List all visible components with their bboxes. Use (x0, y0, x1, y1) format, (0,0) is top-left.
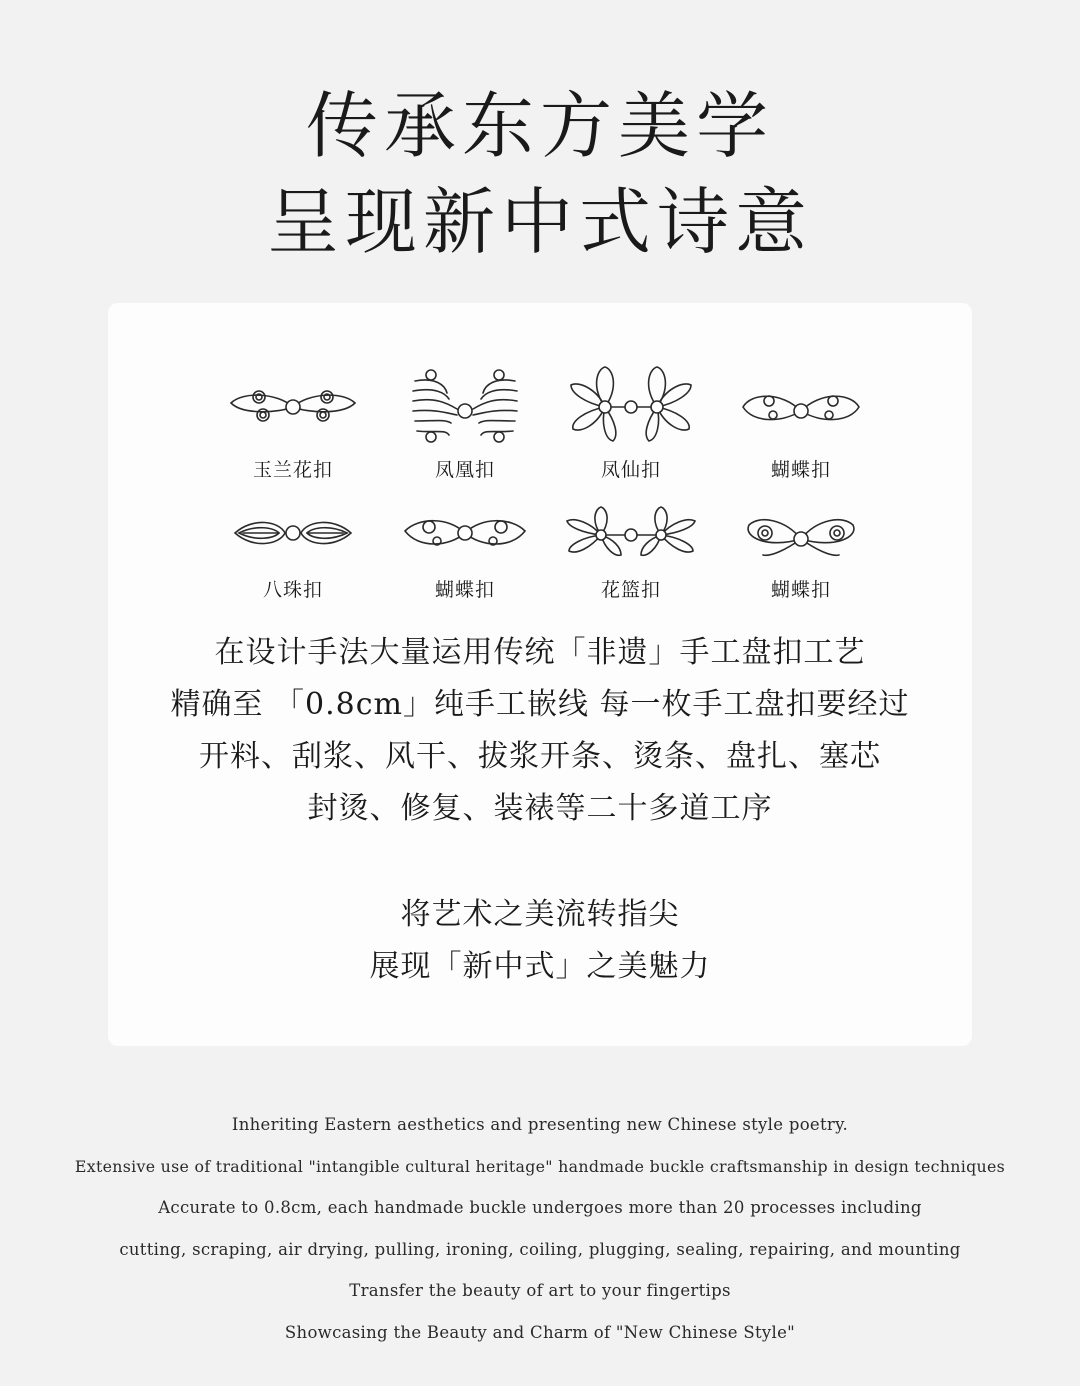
craft-description (108, 627, 972, 835)
description-line: 精确至 「0.8cm」纯手工嵌线 每一枚手工盘扣要经过 (170, 687, 910, 722)
phoenix-knot-icon (395, 363, 535, 443)
knot-name: 蝴蝶扣 (434, 579, 495, 601)
knot-item (556, 503, 706, 613)
english-line: Extensive use of traditional "intangible cultural heritage" handmade buckle craftsmanship in design techniques (74, 1156, 1006, 1176)
english-line: Transfer the beauty of art to your fingertips (349, 1281, 731, 1300)
knot-item (390, 503, 540, 613)
knot-name: 玉兰花扣 (252, 459, 333, 481)
fengxian-knot-icon (561, 363, 701, 443)
butterfly-knot-icon (395, 503, 535, 583)
english-translation (0, 1104, 1080, 1353)
knot-name: 蝴蝶扣 (770, 459, 831, 481)
knot-name: 八珠扣 (262, 579, 323, 601)
knot-item (726, 503, 876, 613)
closing-line: 展现「新中式」之美魅力 (369, 949, 711, 984)
flower-basket-knot-icon (561, 503, 701, 583)
knot-name: 凤凰扣 (434, 459, 495, 481)
closing-line: 将艺术之美流转指尖 (400, 897, 680, 932)
english-line: cutting, scraping, air drying, pulling, ironing, coiling, plugging, sealing, repairing, and mounting (119, 1239, 961, 1259)
knot-item (218, 363, 368, 481)
yulan-knot-icon (223, 363, 363, 443)
english-line: Inheriting Eastern aesthetics and presenting new Chinese style poetry. (231, 1115, 849, 1134)
knot-name: 凤仙扣 (600, 459, 661, 481)
knot-item (726, 363, 876, 481)
knot-name: 花篮扣 (600, 579, 661, 601)
content-card (108, 303, 972, 1046)
bazhu-knot-icon (223, 503, 363, 583)
headline (0, 78, 1080, 270)
description-line: 封烫、修复、装裱等二十多道工序 (307, 791, 773, 826)
knot-name: 蝴蝶扣 (770, 579, 831, 601)
english-line: Showcasing the Beauty and Charm of "New Chinese Style" (284, 1322, 796, 1342)
knot-item (390, 363, 540, 481)
headline-line-2: 呈现新中式诗意 (266, 180, 813, 264)
knot-item (556, 363, 706, 481)
butterfly-knot-icon (731, 363, 871, 443)
closing-statement (108, 889, 972, 993)
description-line: 开料、刮浆、风干、拔浆开条、烫条、盘扎、塞芯 (199, 739, 881, 774)
headline-line-1: 传承东方美学 (305, 84, 774, 168)
description-line: 在设计手法大量运用传统「非遗」手工盘扣工艺 (214, 635, 866, 670)
knot-gallery (108, 303, 972, 613)
english-line: Accurate to 0.8cm, each handmade buckle undergoes more than 20 processes including (158, 1198, 922, 1217)
butterfly-knot-icon (731, 503, 871, 583)
knot-item (218, 503, 368, 613)
